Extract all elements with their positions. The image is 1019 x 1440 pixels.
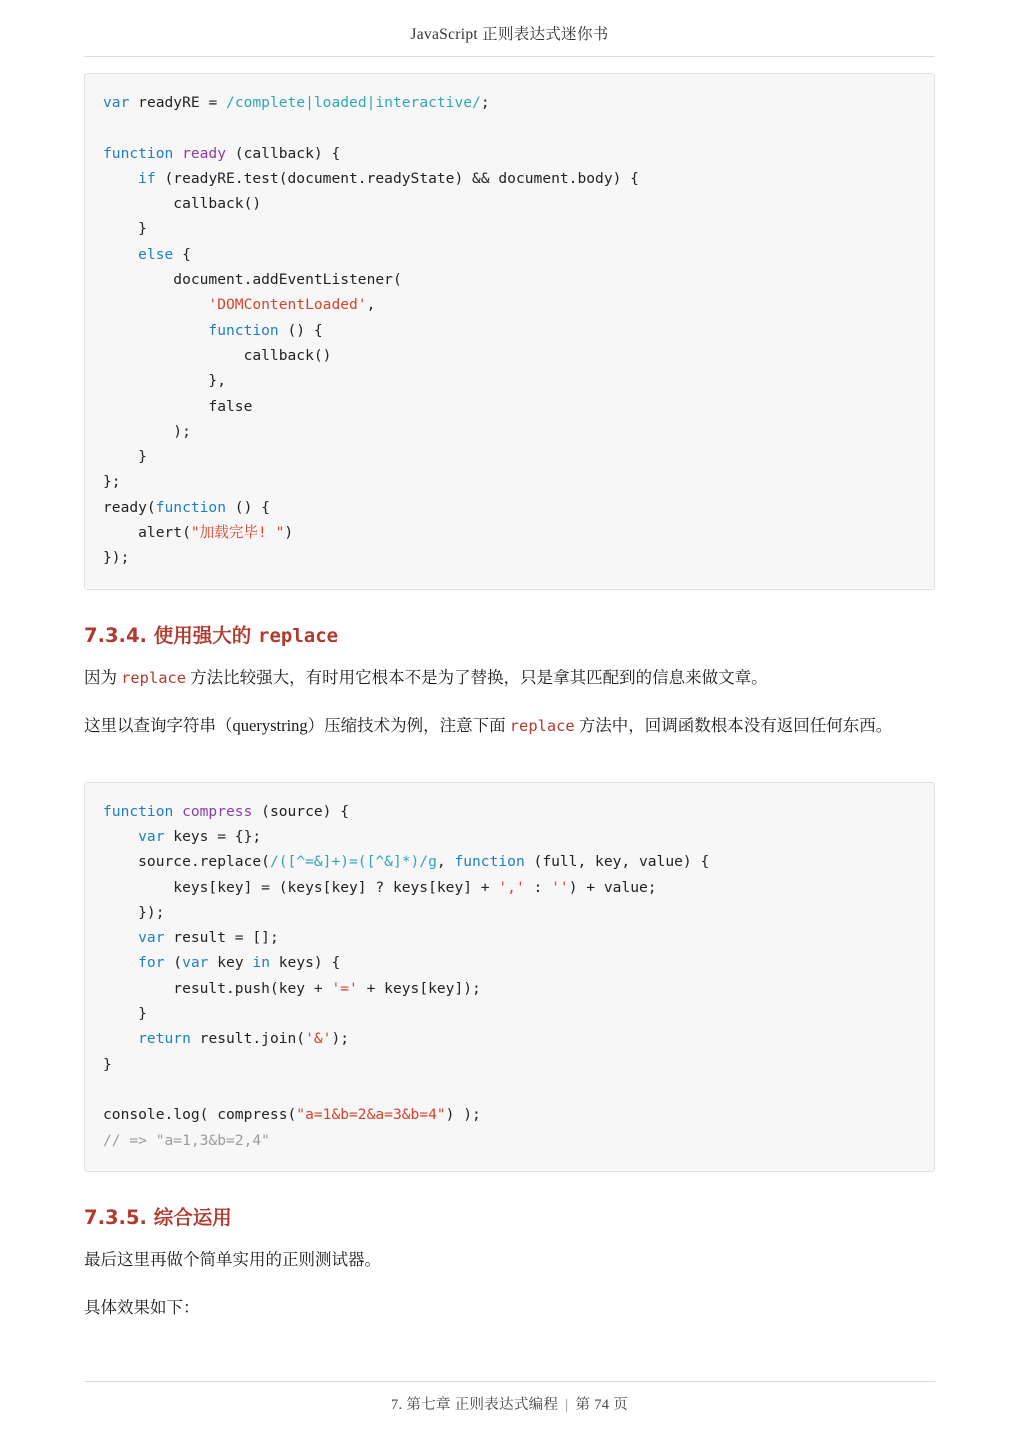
code-token: } — [103, 220, 147, 238]
code-token: } — [103, 448, 147, 466]
code-token: ); — [103, 422, 191, 440]
paragraph-group-7-3-4 — [84, 662, 935, 742]
code-token: function — [103, 802, 183, 820]
code-token: result.push(key + — [103, 979, 332, 997]
code-token: false — [103, 397, 253, 415]
section-heading-7-3-4 — [84, 620, 935, 648]
code-token: function — [103, 144, 183, 162]
paragraph-text: 方法中，回调函数根本没有返回任何东西。 — [574, 715, 893, 735]
spacer — [84, 758, 935, 782]
code-token: ',' — [498, 878, 525, 896]
code-token: ( — [173, 954, 183, 972]
paragraph-text: 因为 — [84, 667, 122, 687]
code-token: /([^=&]+)=([^&]*)/g — [269, 853, 437, 871]
section-title: 使用强大的 — [146, 623, 259, 647]
code-token: '&' — [305, 1030, 332, 1048]
footer-separator: | — [565, 1397, 569, 1413]
code-token: ) — [284, 524, 294, 542]
section-number: 7.3.4. — [84, 623, 147, 647]
paragraph-text: 具体效果如下： — [84, 1297, 200, 1317]
code-token: { — [182, 245, 191, 263]
code-token: readyRE = — [138, 94, 227, 111]
code-token: + keys[key]); — [357, 979, 481, 997]
code-token: /complete|loaded|interactive/ — [226, 94, 481, 111]
code-token: } — [103, 1005, 147, 1023]
code-token: '' — [551, 878, 569, 896]
code-token: '=' — [331, 979, 358, 997]
body-paragraph — [84, 662, 935, 694]
section-title: 综合运用 — [146, 1205, 232, 1229]
code-token: document.addEventListener( — [103, 271, 402, 289]
code-token: function — [454, 853, 525, 871]
code-token: ; — [480, 94, 490, 111]
paragraph-text: 最后这里再做个简单实用的正则测试器。 — [84, 1249, 381, 1269]
code-token: compress — [182, 802, 253, 820]
code-token: keys[key] = (keys[key] ? keys[key] + — [103, 878, 499, 896]
inline-code: replace — [509, 716, 575, 735]
code-token: result = []; — [173, 929, 279, 947]
code-token: "a=1&b=2&a=3&b=4" — [296, 1106, 446, 1124]
code-token: var — [103, 827, 174, 845]
code-block-compress — [84, 782, 935, 1172]
paragraph-text: 这里以查询字符串（querystring）压缩技术为例，注意下面 — [84, 715, 510, 735]
code-token: "加载完毕! " — [190, 524, 285, 542]
code-token: function — [103, 321, 288, 339]
code-token: else — [103, 245, 183, 263]
header-divider — [84, 56, 935, 57]
code-token: ); — [331, 1030, 350, 1048]
footer-divider — [84, 1381, 935, 1382]
code-token: keys = {}; — [173, 827, 262, 845]
code-token: () { — [234, 498, 270, 516]
code-token: function — [155, 498, 235, 516]
code-token: , — [436, 853, 455, 871]
code-token: if — [103, 169, 165, 187]
section-title-mono: replace — [258, 624, 339, 647]
section-heading-7-3-5 — [84, 1202, 935, 1230]
code-token: alert( — [103, 524, 191, 542]
code-token: }, — [103, 372, 227, 390]
code-token: result.join( — [199, 1030, 306, 1048]
code-block-ready — [84, 73, 935, 590]
code-token: var — [103, 94, 139, 111]
code-token: var — [182, 954, 218, 972]
code-token: callback() — [103, 346, 332, 364]
code-token: key — [217, 954, 253, 972]
code-token: callback() — [103, 195, 262, 213]
footer-text — [84, 1393, 935, 1414]
code-token: // => "a=1,3&b=2,4" — [103, 1131, 270, 1149]
body-paragraph — [84, 1244, 935, 1276]
code-token: keys) { — [278, 954, 341, 972]
code-token: } — [103, 1055, 112, 1073]
body-paragraph — [84, 1292, 935, 1324]
code-token: (full, key, value) { — [524, 853, 710, 871]
code-token: for — [103, 954, 174, 972]
code-token: () { — [287, 321, 323, 339]
code-token: console.log( compress( — [103, 1106, 297, 1124]
page-footer — [84, 1381, 935, 1414]
code-token: ready( — [103, 498, 156, 516]
code-token: , — [366, 296, 376, 314]
footer-chapter: 7. 第七章 正则表达式编程 — [390, 1397, 559, 1413]
code-token: 'DOMContentLoaded' — [103, 296, 367, 314]
code-token: (callback) { — [226, 144, 341, 162]
code-token: ) + value; — [568, 878, 657, 896]
inline-code: replace — [121, 668, 186, 687]
code-token: (source) { — [252, 802, 350, 820]
code-token: var — [103, 929, 174, 947]
section-number: 7.3.5. — [84, 1205, 147, 1229]
code-token: source.replace( — [103, 853, 270, 871]
code-token: (readyRE.test(document.readyState) && document.body) { — [164, 169, 639, 187]
footer-page-number: 第 74 页 — [575, 1397, 629, 1413]
code-token: ) ); — [445, 1106, 481, 1124]
code-token: in — [252, 954, 279, 972]
code-token: }); — [103, 549, 130, 567]
code-token: }); — [103, 903, 165, 921]
paragraph-group-7-3-5 — [84, 1244, 935, 1324]
code-token: ready — [182, 144, 227, 162]
code-token: : — [524, 878, 552, 896]
header-title: JavaScript 正则表达式迷你书 — [410, 26, 609, 43]
code-token: }; — [103, 473, 121, 491]
code-token: return — [103, 1030, 200, 1048]
paragraph-text: 方法比较强大，有时用它根本不是为了替换，只是拿其匹配到的信息来做文章。 — [186, 667, 768, 687]
body-paragraph — [84, 710, 935, 742]
page-header — [84, 0, 935, 56]
